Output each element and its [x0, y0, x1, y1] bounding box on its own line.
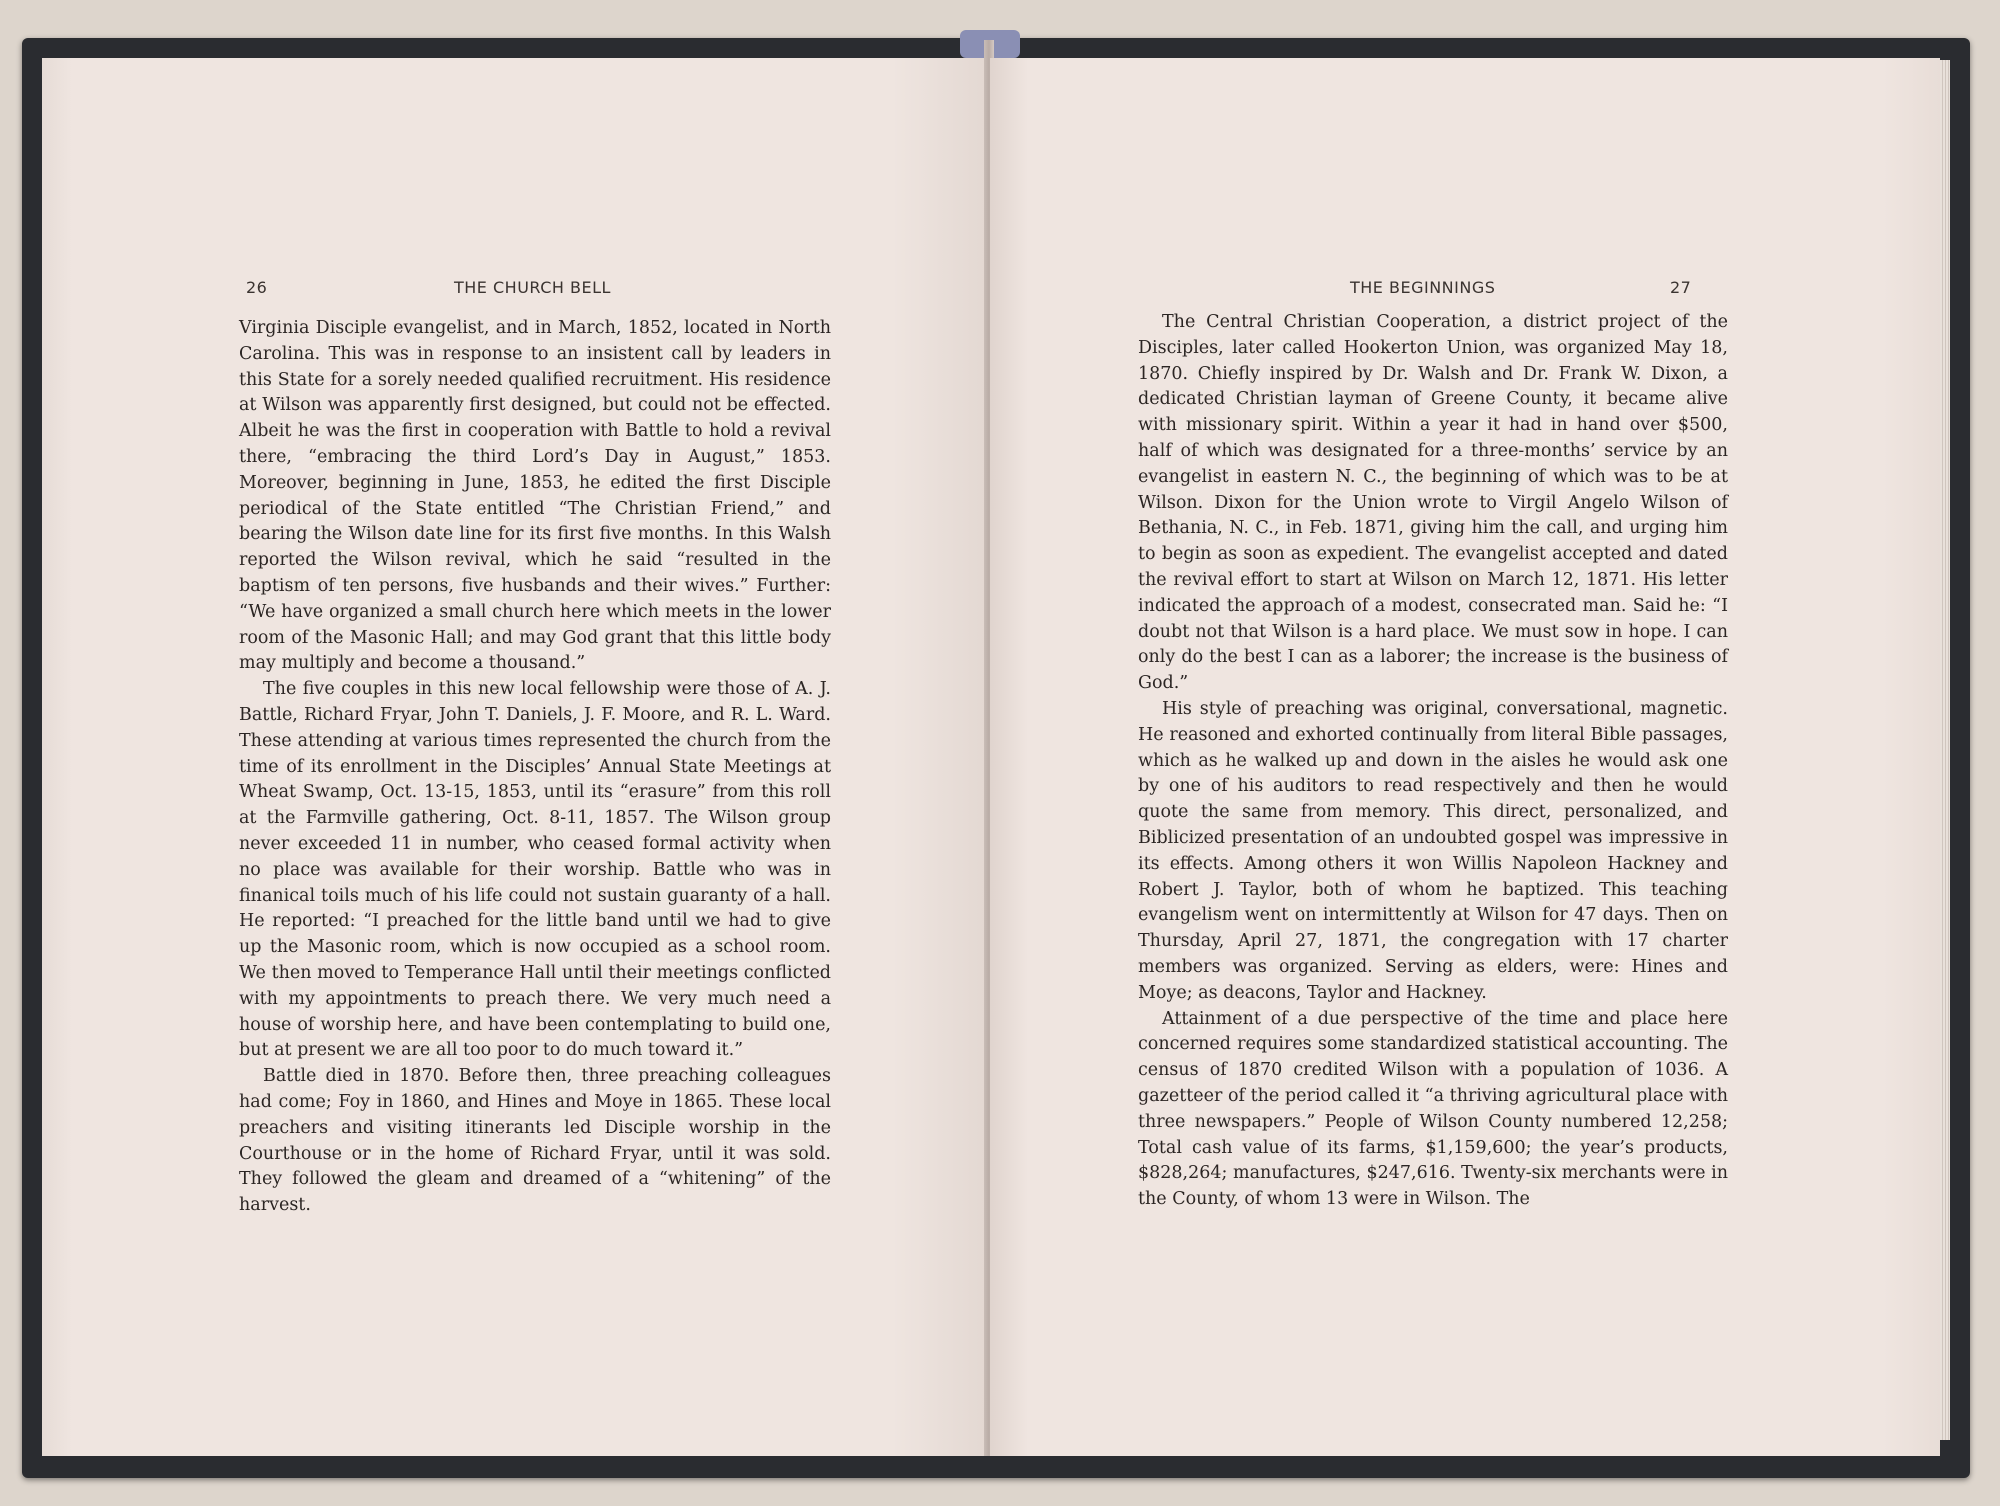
paragraph: Battle died in 1870. Before then, three preaching colleagues had come; Foy in 1860, and Hines and Moye in 1865. These local preachers and visiting itinerants led Disciple worship in the Courthouse or in the home of Richard Fryar, until it was sold. They followed the gleam and dreamed of a “whitening” of the harvest. — [239, 1066, 831, 1216]
paragraph: His style of preaching was original, conversational, magnetic. He reasoned and exhorted continually from literal Bible passages, which as he walked up and down in the aisles he would ask one by one of his auditors to read respectively and then he would quote the same from memory. This direct, personalized, and Biblicized presentation of an undoubted gospel was impressive in its effects. Among others it won Willis Napoleon Hackney and Robert J. Taylor, both of whom he baptized. This teaching evangelism went on intermittently at Wilson for 47 days. Then on Thursday, April 27, 1871, the congregation with 17 charter members was organized. Serving as elders, were: Hines and Moye; as deacons, Taylor and Hackney. — [1138, 698, 1728, 1003]
paragraph: Attainment of a due perspective of the time and place here concerned requires some standardized statistical accounting. The census of 1870 credited Wilson with a population of 1036. A gazetteer of the period called it “a thriving agricultural place with three newspapers.” People of Wilson County numbered 12,258; Total cash value of its farms, $1,159,600; the year’s products, $828,264; manufactures, $247,616. Twenty-six merchants were in the County, of whom 13 were in Wilson. The — [1138, 1008, 1728, 1210]
running-head: THE BEGINNINGS — [1350, 278, 1496, 297]
paragraph: Virginia Disciple evangelist, and in March, 1852, located in North Carolina. This was in response to an insistent call by leaders in this State for a sorely needed qualified recruitment. His residence at Wilson was apparently first designed, but could not be effected. Albeit he was the first in cooperation with Battle to hold a revival there, “embracing the third Lord’s Day in August,” 1853. Moreover, beginning in June, 1853, he edited the first Disciple periodical of the State entitled “The Christian Friend,” and bearing the Wilson date line for its first five months. In this Walsh reported the Wilson revival, which he said “resulted in the baptism of ten persons, five husbands and their wives.” Further: “We have organized a small church here which meets in the lower room of the Masonic Hall; and may God grant that this little body may multiply and become a thousand.” — [239, 318, 831, 674]
body-text — [1138, 310, 1728, 1213]
page-number: 27 — [1670, 278, 1692, 297]
left-page — [42, 58, 987, 1456]
body-text — [239, 316, 831, 1219]
right-page — [990, 58, 1940, 1456]
paragraph: The five couples in this new local fellowship were those of A. J. Battle, Richard Fryar, John T. Daniels, J. F. Moore, and R. L. Ward. These attending at various times represented the church from the time of its enrollment in the Disciples’ Annual State Meetings at Wheat Swamp, Oct. 13-15, 1853, until its “erasure” from this roll at the Farmville gathering, Oct. 8-11, 1857. The Wilson group never exceeded 11 in number, who ceased formal activity when no place was available for their worship. Battle who was in finanical toils much of his life could not sustain guaranty of a hall. He reported: “I preached for the little band until we had to give up the Masonic room, which is now occupied as a school room. We then moved to Temperance Hall until their meetings conflicted with my appointments to preach there. We very much need a house of worship here, and have been contemplating to build one, but at present we are all too poor to do much toward it.” — [239, 679, 831, 1061]
page-number: 26 — [246, 278, 268, 297]
running-head: THE CHURCH BELL — [454, 278, 611, 297]
page-edges — [1940, 60, 1950, 1440]
paragraph: The Central Christian Cooperation, a district project of the Disciples, later called Hookerton Union, was organized May 18, 1870. Chiefly inspired by Dr. Walsh and Dr. Frank W. Dixon, a dedicated Christian layman of Greene County, it became alive with missionary spirit. Within a year it had in hand over $500, half of which was designated for a three-months’ service by an evangelist in eastern N. C., the beginning of which was to be at Wilson. Dixon for the Union wrote to Virgil Angelo Wilson of Bethania, N. C., in Feb. 1871, giving him the call, and urging him to begin as soon as expedient. The evangelist accepted and dated the revival effort to start at Wilson on March 12, 1871. His letter indicated the approach of a modest, consecrated man. Said he: “I doubt not that Wilson is a hard place. We must sow in hope. I can only do the best I can as a laborer; the increase is the business of God.” — [1138, 312, 1728, 694]
